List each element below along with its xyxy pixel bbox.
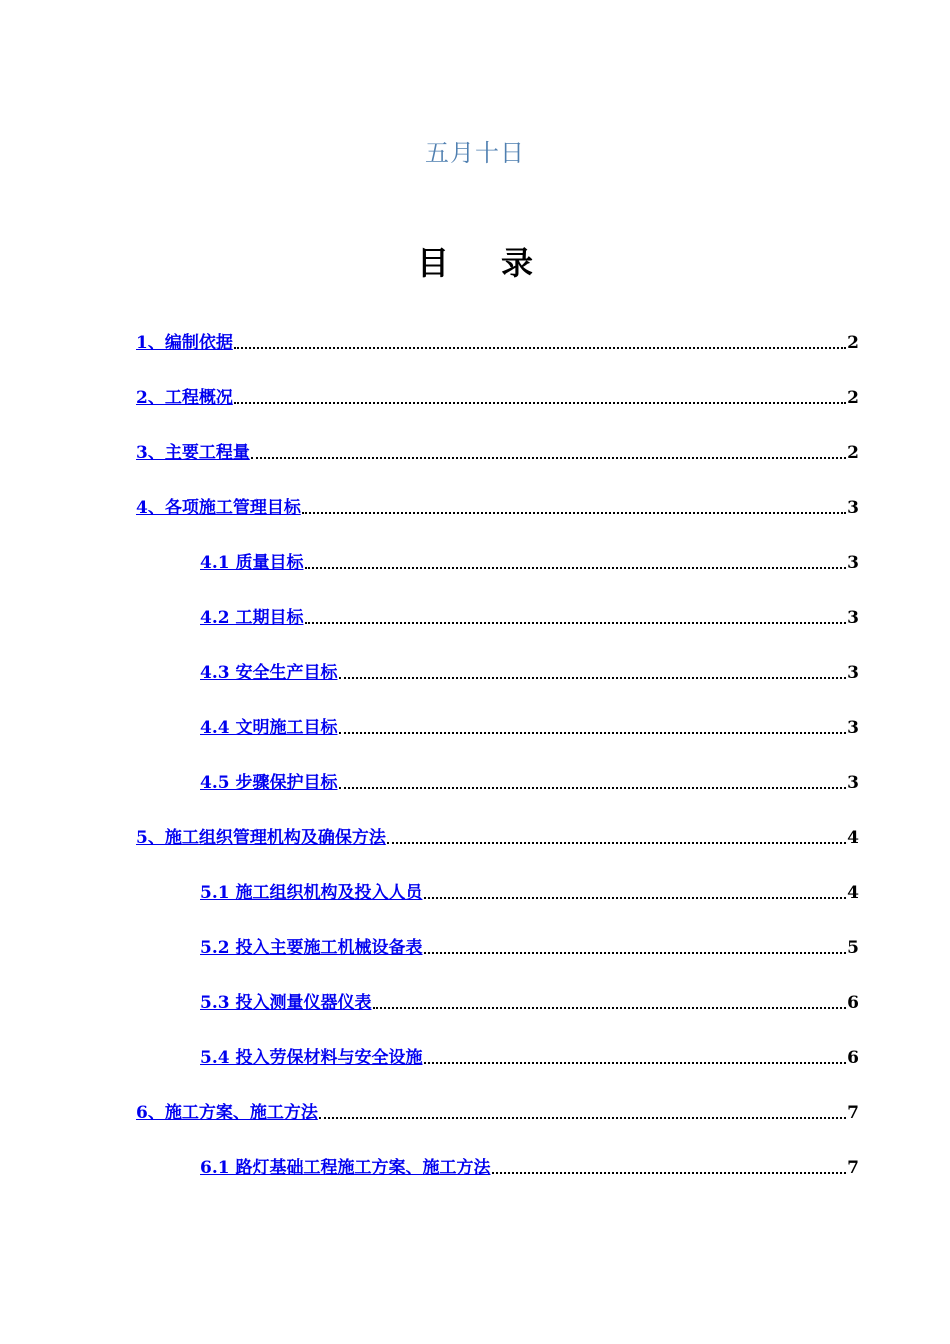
toc-title [0,238,950,284]
toc-page-number: 5 [847,938,859,958]
toc-entry-5-2[interactable] [200,935,859,959]
dot-leader [339,787,847,789]
toc-entry-link[interactable]: 6.1 路灯基础工程施工方案、施工方法 [200,1158,491,1178]
toc-page-number: 2 [847,333,859,353]
dot-leader [424,897,847,899]
dot-leader [387,842,846,844]
toc-title-char-1: 目 [416,244,449,282]
dot-leader [234,347,846,349]
toc-entry-5[interactable] [136,825,859,849]
toc-entry-link[interactable]: 3、主要工程量 [136,443,250,463]
toc-page-number: 3 [847,663,859,683]
toc-entry-link[interactable]: 4.4 文明施工目标 [200,718,338,738]
dot-leader [339,677,847,679]
toc-entry-6[interactable] [136,1100,859,1124]
dot-leader [251,457,846,459]
toc-page-number: 6 [847,993,859,1013]
dot-leader [373,1007,847,1009]
toc-page-number: 3 [847,608,859,628]
toc-page-number: 4 [847,828,859,848]
toc-entry-5-3[interactable] [200,990,859,1014]
toc-title-char-2: 录 [501,244,534,282]
toc-entry-link[interactable]: 5.1 施工组织机构及投入人员 [200,883,423,903]
dot-leader [319,1117,846,1119]
dot-leader [424,1062,847,1064]
date-heading: 五月十日 [425,139,525,167]
toc-entry-3[interactable] [136,440,859,464]
toc-entry-link[interactable]: 4.5 步骤保护目标 [200,773,338,793]
toc-page-number: 4 [847,883,859,903]
dot-leader [492,1172,847,1174]
toc-entry-4-4[interactable] [200,715,859,739]
toc-entry-4-5[interactable] [200,770,859,794]
toc-entry-link[interactable]: 5.3 投入测量仪器仪表 [200,993,372,1013]
toc-page-number: 3 [847,553,859,573]
dot-leader [305,567,847,569]
toc-page-number: 6 [847,1048,859,1068]
toc-entry-link[interactable]: 6、施工方案、施工方法 [136,1103,318,1123]
toc-entry-4[interactable] [136,495,859,519]
toc-entry-link[interactable]: 5、施工组织管理机构及确保方法 [136,828,386,848]
toc-page-number: 2 [847,443,859,463]
toc-entry-link[interactable]: 5.2 投入主要施工机械设备表 [200,938,423,958]
toc-entry-6-1[interactable] [200,1155,859,1179]
toc-entry-link[interactable]: 1、编制依据 [136,333,233,353]
toc-page-number: 2 [847,388,859,408]
toc-entry-link[interactable]: 2、工程概况 [136,388,233,408]
toc-page-number: 3 [847,498,859,518]
toc-entry-link[interactable]: 4.2 工期目标 [200,608,304,628]
toc-entry-5-4[interactable] [200,1045,859,1069]
toc-page-number: 3 [847,718,859,738]
dot-leader [305,622,847,624]
toc-entry-4-2[interactable] [200,605,859,629]
toc-page-number: 7 [847,1103,859,1123]
toc-entry-1[interactable] [136,330,859,354]
dot-leader [424,952,847,954]
dot-leader [234,402,846,404]
toc-entry-4-1[interactable] [200,550,859,574]
toc-entry-link[interactable]: 4、各项施工管理目标 [136,498,301,518]
dot-leader [339,732,847,734]
toc-page-number: 3 [847,773,859,793]
toc-entry-link[interactable]: 4.3 安全生产目标 [200,663,338,683]
toc-entry-2[interactable] [136,385,859,409]
toc-entry-4-3[interactable] [200,660,859,684]
toc-entry-5-1[interactable] [200,880,859,904]
dot-leader [302,512,846,514]
toc-entry-link[interactable]: 4.1 质量目标 [200,553,304,573]
toc-entry-link[interactable]: 5.4 投入劳保材料与安全设施 [200,1048,423,1068]
toc-page-number: 7 [847,1158,859,1178]
